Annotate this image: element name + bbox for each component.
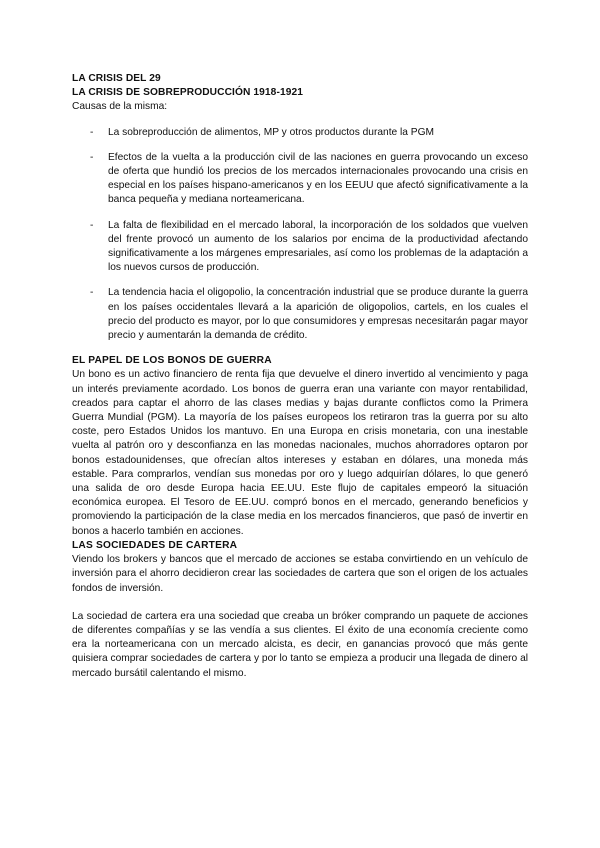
bullet-dash: - (90, 219, 94, 231)
sociedades-paragraph-2: La sociedad de cartera era una sociedad que creaba un bróker comprando un paquete de acciones de diferentes compañías y se las vendía a sus clientes. El éxito de una economía creciente como era la norteamericana con un mercado alcista, es decir, en ganancias provocó que más gente quisiera comprar sociedades de cartera y por lo tanto se empieza a producir una llegada de dinero al mercado bursátil calentando el mismo. (72, 610, 528, 679)
list-item (72, 126, 528, 140)
bullet-dash: - (90, 287, 94, 299)
causes-list (72, 126, 528, 344)
bonos-paragraph: Un bono es un activo financiero de renta fija que devuelve el dinero invertido al vencimiento y paga un interés previamente acordado. Los bonos de guerra eran una variante con mayor rentabilidad, creados para captar el ahorro de las clases medias y bajas durante conflictos como la Primera Guerra Mundial (PGM). La mayoría de los países europeos los retiraron tras la guerra por su alto coste, pero Estados Unidos los mantuvo. En una Europa en crisis monetaria, con una inestable vuelta al patrón oro y desconfianza en las monedas nacionales, muchos ahorradores optaron por bonos estadounidenses, que ofrecían altos intereses y estaban en dólares, una moneda más estable. Para comprarlos, vendían sus monedas por oro y luego adquirían dólares, lo que generó una salida de oro desde Europa hacia EE.UU. Este flujo de capitales empeoró la situación económica europea. El Tesoro de EE.UU. compró bonos en el mercado, generando beneficios y promoviendo la participación de la clase media en los mercados financieros, que pasó de invertir en bonos a hacerlo también en acciones. (72, 369, 528, 537)
list-item (72, 219, 528, 276)
bullet-dash: - (90, 151, 94, 163)
document-subtitle: LA CRISIS DE SOBREPRODUCCIÓN 1918-1921 (72, 87, 304, 99)
bullet-dash: - (90, 126, 94, 138)
document-page (72, 72, 528, 681)
causes-intro: Causas de la misma: (72, 101, 168, 113)
sociedades-paragraph-1: Viendo los brokers y bancos que el mercado de acciones se estaba convirtiendo en un vehículo de inversión para el ahorro decidieron crear las sociedades de cartera que son el origen de los actuales fondos de inversión. (72, 554, 528, 594)
cause-text: La sobreproducción de alimentos, MP y otros productos durante la PGM (108, 126, 434, 138)
section-heading-bonos: EL PAPEL DE LOS BONOS DE GUERRA (72, 355, 272, 367)
list-item (72, 286, 528, 343)
cause-text: La tendencia hacia el oligopolio, la concentración industrial que se produce durante la guerra en los países occidentales llevará a la aparición de oligopolios, cartels, en los cuales el precio del producto es mayor, por lo que consumidores y empresas necesitarán pagar mayor precio y aumentarán la demanda de crédito. (108, 287, 528, 342)
section-heading-sociedades: LAS SOCIEDADES DE CARTERA (72, 539, 238, 551)
list-item (72, 151, 528, 208)
cause-text: La falta de flexibilidad en el mercado laboral, la incorporación de los soldados que vuelven del frente provocó un aumento de los salarios por encima de la productividad afectando significativamente a los márgenes empresariales, así como los problemas de la adaptación a los nuevos cursos de producción. (108, 219, 528, 274)
document-title: LA CRISIS DEL 29 (72, 73, 161, 84)
cause-text: Efectos de la vuelta a la producción civil de las naciones en guerra provocando un exceso de oferta que hundió los precios de los mercados internacionales provocando una crisis en especial en los países hispano-americanos y en los EEUU que afectó significativamente a la banca pequeña y mediana norteamericana. (108, 151, 528, 206)
